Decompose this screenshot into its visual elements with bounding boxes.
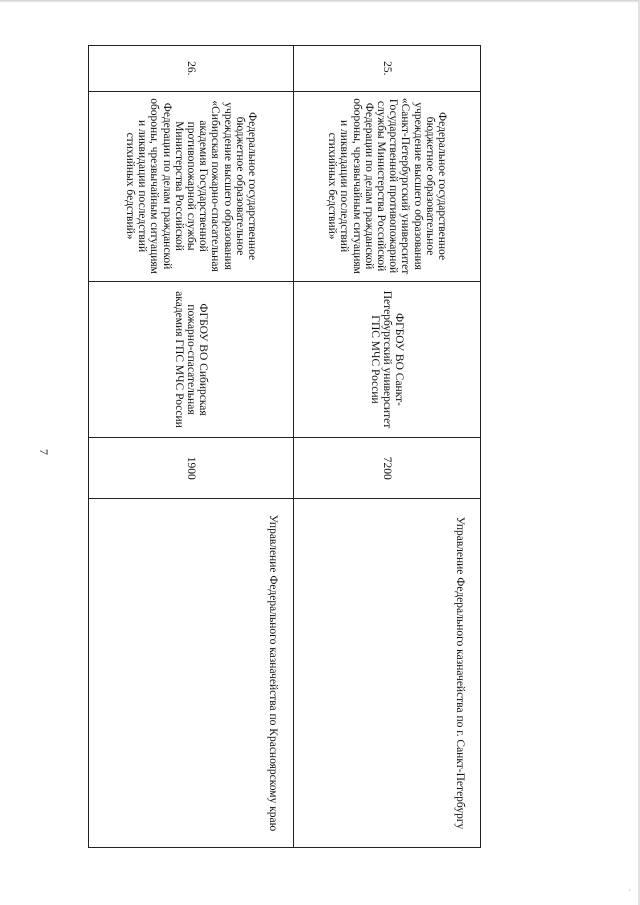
page-top-edge — [0, 0, 640, 3]
rotated-table-container — [88, 45, 481, 848]
table-row — [89, 46, 294, 848]
allocation-table — [88, 45, 481, 848]
row-number: 25. — [293, 46, 480, 92]
institution-full-name: Федеральное государственное бюджетное образовательное учреждение высшего образования «Санкт-Петербургский университет Государственной противопожарной службы Министерства Российской Федерации по делам гражданской обороны, чрезвычайным ситуациям и ликвидации последствий стихийных бедствий» — [293, 91, 480, 281]
quantity-cell: 7200 — [293, 438, 480, 499]
treasury-department: Управление Федерального казначейства по г. Санкт-Петербургу — [293, 499, 480, 848]
page-number: 7 — [37, 449, 51, 455]
institution-short-name: ФГБОУ ВО Санкт-Петербургский университет ГПС МЧС России — [293, 281, 480, 438]
scan-mark: · — [624, 888, 635, 892]
table-row — [293, 46, 480, 848]
institution-short-name: ФГБОУ ВО Сибирская пожарно-спасательная академия ГПС МЧС России — [89, 281, 294, 438]
quantity-cell: 1900 — [89, 438, 294, 499]
row-number: 26. — [89, 46, 294, 92]
treasury-department: Управление Федерального казначейства по Красноярскому краю — [89, 499, 294, 848]
institution-full-name: Федеральное государственное бюджетное образовательное учреждение высшего образования «Сибирская пожарно-спасательная академия Государственной противопожарной службы Министерства Российской Федерации по делам гражданской обороны, чрезвычайным ситуациям и ликвидации последствий стихийных бедствий» — [89, 91, 294, 281]
